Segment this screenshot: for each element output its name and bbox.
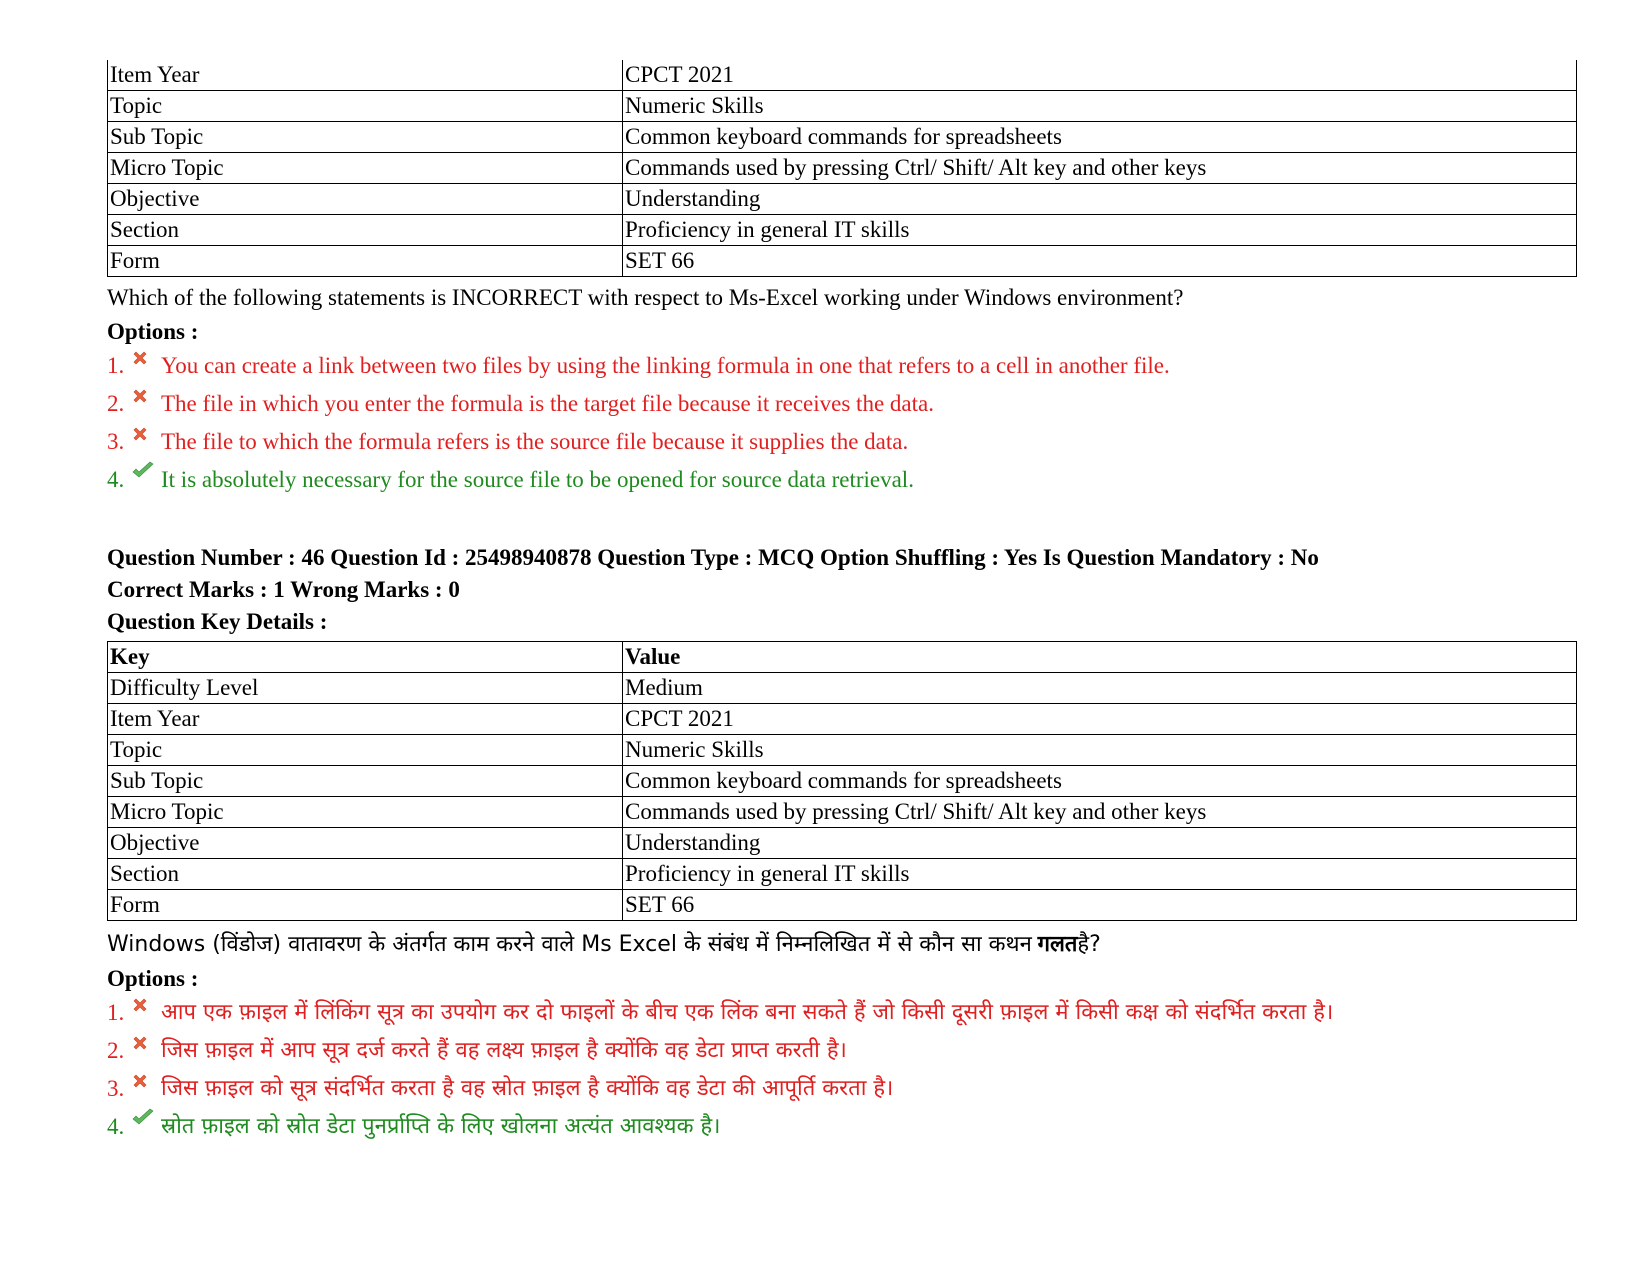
table-cell-key: Topic bbox=[108, 91, 623, 122]
table-row bbox=[108, 859, 1577, 890]
cross-icon bbox=[131, 992, 161, 1022]
option-text: आप एक फ़ाइल में लिंकिंग सूत्र का उपयोग कर दो फाइलों के बीच एक लिंक बना सकते हैं जो किसी दूसरी फ़ाइल में किसी कक्ष को संदर्भित करता है। bbox=[161, 1000, 1334, 1025]
table-cell-value: Commands used by pressing Ctrl/ Shift/ Alt key and other keys bbox=[623, 153, 1577, 184]
option-number: 2. bbox=[107, 1038, 125, 1063]
table-row bbox=[108, 60, 1577, 91]
option-item bbox=[107, 423, 1577, 461]
table-row bbox=[108, 828, 1577, 859]
cross-icon bbox=[131, 1068, 161, 1098]
table-cell-key: Difficulty Level bbox=[108, 673, 623, 704]
cross-icon bbox=[131, 1030, 161, 1060]
option-number: 2. bbox=[107, 391, 125, 416]
table-cell-key: Micro Topic bbox=[108, 797, 623, 828]
table-cell-key: Micro Topic bbox=[108, 153, 623, 184]
option-item bbox=[107, 1070, 1577, 1108]
table-row bbox=[108, 91, 1577, 122]
question-hi-part1: Windows (विंडोज) वातावरण के अंतर्गत काम करने वाले Ms Excel के संबंध में निम्नलिखित में से कौन सा कथन bbox=[107, 932, 1032, 957]
table-cell-key: Sub Topic bbox=[108, 766, 623, 797]
cross-icon bbox=[131, 421, 161, 451]
table-row bbox=[108, 153, 1577, 184]
table-cell-value: Commands used by pressing Ctrl/ Shift/ Alt key and other keys bbox=[623, 797, 1577, 828]
cross-icon bbox=[131, 383, 161, 413]
table-cell-key: Objective bbox=[108, 828, 623, 859]
option-number: 4. bbox=[107, 1114, 125, 1139]
table-cell-value: Common keyboard commands for spreadsheets bbox=[623, 122, 1577, 153]
option-number: 3. bbox=[107, 1076, 125, 1101]
table-cell-value: SET 66 bbox=[623, 890, 1577, 921]
option-item bbox=[107, 994, 1577, 1032]
table-cell-value: CPCT 2021 bbox=[623, 704, 1577, 735]
key-details-label: Question Key Details : bbox=[107, 609, 328, 634]
question-hi-bold: गलत bbox=[1037, 932, 1078, 957]
table-cell-value: Proficiency in general IT skills bbox=[623, 215, 1577, 246]
table-cell-key: Item Year bbox=[108, 704, 623, 735]
table-cell-key: Item Year bbox=[108, 60, 623, 91]
option-text: स्रोत फ़ाइल को स्रोत डेटा पुनर्प्राप्ति के लिए खोलना अत्यंत आवश्यक है। bbox=[161, 1114, 721, 1139]
table-cell-value: SET 66 bbox=[623, 246, 1577, 277]
option-item bbox=[107, 347, 1577, 385]
option-number: 1. bbox=[107, 353, 125, 378]
key-details-table-q46 bbox=[107, 641, 1577, 921]
options-list-q46 bbox=[107, 994, 1577, 1146]
table-cell-value: Proficiency in general IT skills bbox=[623, 859, 1577, 890]
table-row bbox=[108, 890, 1577, 921]
table-row bbox=[108, 673, 1577, 704]
question-meta-line1: Question Number : 46 Question Id : 25498940878 Question Type : MCQ Option Shuffling : Yes Is Question Mandatory : No bbox=[107, 545, 1319, 570]
table-cell-value: CPCT 2021 bbox=[623, 60, 1577, 91]
options-label-q45: Options : bbox=[107, 319, 199, 344]
table-cell-value: Common keyboard commands for spreadsheets bbox=[623, 766, 1577, 797]
option-text: The file to which the formula refers is the source file because it supplies the data. bbox=[161, 429, 909, 454]
table-row bbox=[108, 215, 1577, 246]
table-row bbox=[108, 184, 1577, 215]
table-cell-key: Objective bbox=[108, 184, 623, 215]
option-item bbox=[107, 1108, 1577, 1146]
table-cell-key: Topic bbox=[108, 735, 623, 766]
table-row bbox=[108, 735, 1577, 766]
table-cell-key: Form bbox=[108, 246, 623, 277]
table-cell-value: Understanding bbox=[623, 828, 1577, 859]
header-value: Value bbox=[623, 642, 1577, 673]
check-icon bbox=[131, 459, 161, 489]
option-text: जिस फ़ाइल को सूत्र संदर्भित करता है वह स्रोत फ़ाइल है क्योंकि वह डेटा की आपूर्ति करता है। bbox=[161, 1076, 894, 1101]
question-meta-line2: Correct Marks : 1 Wrong Marks : 0 bbox=[107, 577, 460, 602]
option-number: 3. bbox=[107, 429, 125, 454]
option-item bbox=[107, 461, 1577, 499]
options-list-q45 bbox=[107, 347, 1577, 499]
table-row bbox=[108, 797, 1577, 828]
table-header-row bbox=[108, 642, 1577, 673]
question-hi-part2: है? bbox=[1077, 932, 1101, 957]
page bbox=[107, 60, 1577, 1146]
table-cell-value: Understanding bbox=[623, 184, 1577, 215]
question-text-q46 bbox=[107, 929, 1577, 960]
table-row bbox=[108, 246, 1577, 277]
option-item bbox=[107, 385, 1577, 423]
option-text: The file in which you enter the formula is the target file because it receives the data. bbox=[161, 391, 934, 416]
options-label-q46: Options : bbox=[107, 966, 199, 991]
table-cell-value: Numeric Skills bbox=[623, 735, 1577, 766]
check-icon bbox=[131, 1106, 161, 1136]
table-cell-key: Section bbox=[108, 215, 623, 246]
table-cell-key: Sub Topic bbox=[108, 122, 623, 153]
table-row bbox=[108, 704, 1577, 735]
table-row bbox=[108, 766, 1577, 797]
option-number: 4. bbox=[107, 467, 125, 492]
table-cell-key: Form bbox=[108, 890, 623, 921]
key-details-table-q45 bbox=[107, 60, 1577, 277]
cross-icon bbox=[131, 345, 161, 375]
option-item bbox=[107, 1032, 1577, 1070]
option-text: It is absolutely necessary for the source file to be opened for source data retrieval. bbox=[161, 467, 914, 492]
table-cell-value: Numeric Skills bbox=[623, 91, 1577, 122]
table-cell-key: Section bbox=[108, 859, 623, 890]
table-cell-value: Medium bbox=[623, 673, 1577, 704]
option-text: You can create a link between two files by using the linking formula in one that refers to a cell in another file. bbox=[161, 353, 1170, 378]
table-row bbox=[108, 122, 1577, 153]
option-number: 1. bbox=[107, 1000, 125, 1025]
question-text-q45: Which of the following statements is INCORRECT with respect to Ms-Excel working under Windows environment? bbox=[107, 285, 1184, 310]
option-text: जिस फ़ाइल में आप सूत्र दर्ज करते हैं वह लक्ष्य फ़ाइल है क्योंकि वह डेटा प्राप्त करती है। bbox=[161, 1038, 847, 1063]
header-key: Key bbox=[108, 642, 623, 673]
